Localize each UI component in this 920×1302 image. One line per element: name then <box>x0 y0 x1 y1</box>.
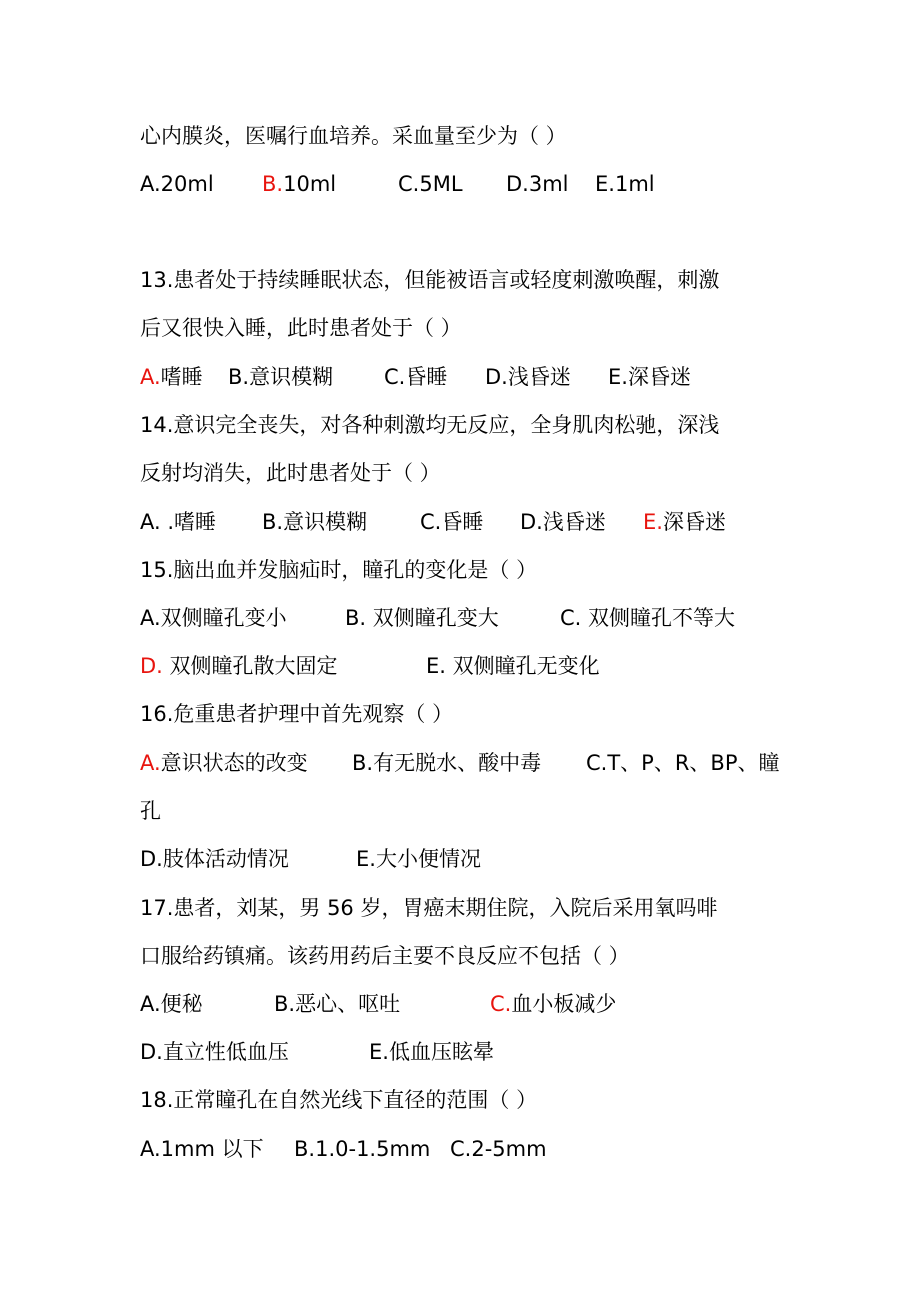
question-15-options-row-2 <box>140 642 840 690</box>
question-18-text-line: 18.正常瞳孔在自然光线下直径的范围（ ） <box>140 1088 538 1112</box>
question-17-text-line-2: 口服给药镇痛。该药用药后主要不良反应不包括（ ） <box>140 944 630 968</box>
question-15-options-row-1 <box>140 594 840 642</box>
question-16-options-row-2 <box>140 835 840 883</box>
option-a: A.1mm 以下 <box>140 1137 264 1161</box>
option-a: A.20ml <box>140 172 214 196</box>
option-b: B.1.0-1.5mm <box>294 1137 431 1161</box>
option-d: D.浅昏迷 <box>485 365 571 389</box>
option-c: C.5ML <box>398 172 463 196</box>
option-a: A.便秘 <box>140 992 203 1016</box>
question-14-text-line-2: 反射均消失，此时患者处于（ ） <box>140 461 441 485</box>
option-b: B.有无脱水、酸中毒 <box>352 751 542 775</box>
question-14-options <box>140 498 840 546</box>
option-a-answer: A.意识状态的改变 <box>140 751 308 775</box>
question-13-text-line-1: 13.患者处于持续睡眠状态，但能被语言或轻度刺激唤醒，刺激 <box>140 268 720 292</box>
question-16-options-row-1 <box>140 739 840 787</box>
option-e: E.深昏迷 <box>608 365 691 389</box>
question-16-option-c-wrap: 孔 <box>140 799 161 823</box>
question-15-text-line: 15.脑出血并发脑疝时，瞳孔的变化是（ ） <box>140 558 538 582</box>
option-b: B. 双侧瞳孔变大 <box>345 606 499 630</box>
question-17-options-row-2 <box>140 1028 840 1076</box>
option-c: C.2-5mm <box>450 1137 547 1161</box>
option-a: A.双侧瞳孔变小 <box>140 606 287 630</box>
option-c: C.昏睡 <box>420 510 484 534</box>
question-12-options <box>140 160 840 208</box>
option-e-answer: E.深昏迷 <box>643 510 726 534</box>
option-c-answer: C.血小板减少 <box>490 992 617 1016</box>
question-13-text-line-2: 后又很快入睡，此时患者处于（ ） <box>140 316 462 340</box>
option-d-answer: D. 双侧瞳孔散大固定 <box>140 654 338 678</box>
option-e: E.低血压眩晕 <box>369 1040 494 1064</box>
option-c: C. 双侧瞳孔不等大 <box>560 606 736 630</box>
option-a: A. .嗜睡 <box>140 510 217 534</box>
option-e: E.1ml <box>595 172 655 196</box>
option-b: B.意识模糊 <box>228 365 334 389</box>
option-d: D.肢体活动情况 <box>140 847 289 871</box>
option-b: B.恶心、呕吐 <box>274 992 401 1016</box>
question-17-options-row-1 <box>140 980 840 1028</box>
question-16-text-line: 16.危重患者护理中首先观察（ ） <box>140 702 454 726</box>
question-12-text-line: 心内膜炎，医嘱行血培养。采血量至少为（ ） <box>140 124 567 148</box>
option-e: E.大小便情况 <box>356 847 481 871</box>
option-e: E. 双侧瞳孔无变化 <box>426 654 600 678</box>
option-c: C.T、P、R、BP、瞳 <box>586 751 780 775</box>
option-d: D.直立性低血压 <box>140 1040 289 1064</box>
option-b: B.意识模糊 <box>262 510 368 534</box>
option-a-answer: A.嗜睡 <box>140 365 203 389</box>
option-d: D.3ml <box>506 172 569 196</box>
option-c: C.昏睡 <box>384 365 448 389</box>
question-14-text-line-1: 14.意识完全丧失，对各种刺激均无反应，全身肌肉松驰，深浅 <box>140 413 720 437</box>
question-13-options <box>140 353 840 401</box>
question-17-text-line-1: 17.患者，刘某，男 56 岁，胃癌末期住院，入院后采用氧吗啡 <box>140 896 718 920</box>
option-b-answer: B.10ml <box>262 172 337 196</box>
option-d: D.浅昏迷 <box>520 510 606 534</box>
question-18-options <box>140 1125 840 1173</box>
